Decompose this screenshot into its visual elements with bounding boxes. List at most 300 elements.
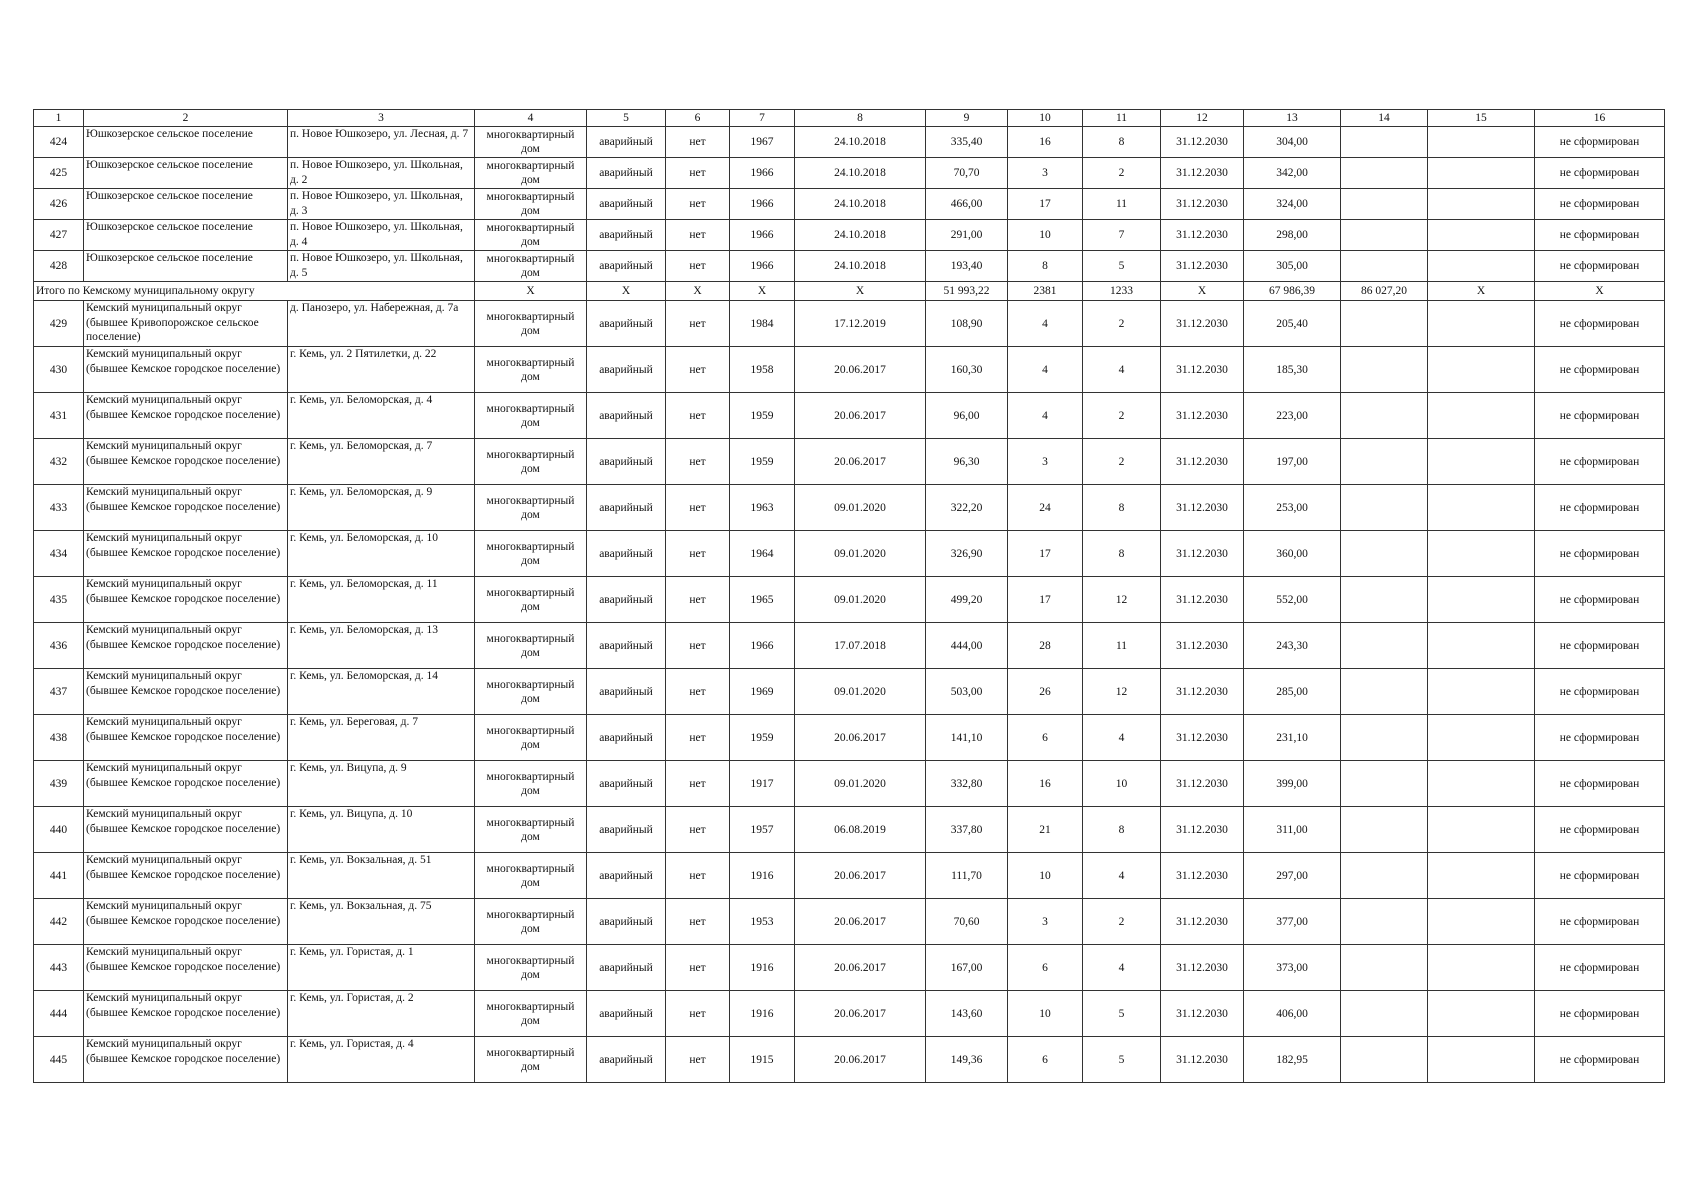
area-cell: 143,60 bbox=[926, 991, 1008, 1037]
condition-cell: аварийный bbox=[587, 991, 666, 1037]
area-cell: 70,60 bbox=[926, 899, 1008, 945]
column-15-cell bbox=[1428, 853, 1535, 899]
address-cell: д. Панозеро, ул. Набережная, д. 7а bbox=[288, 301, 475, 347]
table-row bbox=[34, 393, 1665, 439]
status-cell: не сформирован bbox=[1535, 347, 1665, 393]
total-c14-cell: 86 027,20 bbox=[1341, 282, 1428, 301]
municipality-cell: Юшкозерское сельское поселение bbox=[84, 220, 288, 251]
recognition-date-cell: 20.06.2017 bbox=[795, 899, 926, 945]
recognition-date-cell: 06.08.2019 bbox=[795, 807, 926, 853]
deadline-cell: 31.12.2030 bbox=[1161, 623, 1244, 669]
building-type-cell: многоквартирный дом bbox=[475, 577, 587, 623]
column-14-cell bbox=[1341, 301, 1428, 347]
column-14-cell bbox=[1341, 158, 1428, 189]
row-number: 430 bbox=[34, 347, 84, 393]
municipality-cell: Кемский муниципальный округ (бывшее Кемское городское поселение) bbox=[84, 669, 288, 715]
residents-cell: 3 bbox=[1008, 158, 1083, 189]
column-15-cell bbox=[1428, 945, 1535, 991]
address-cell: п. Новое Юшкозеро, ул. Школьная, д. 5 bbox=[288, 251, 475, 282]
year-built-cell: 1966 bbox=[730, 251, 795, 282]
status-cell: не сформирован bbox=[1535, 251, 1665, 282]
flag-cell: нет bbox=[666, 623, 730, 669]
column-13-cell: 311,00 bbox=[1244, 807, 1341, 853]
table-row bbox=[34, 347, 1665, 393]
column-14-cell bbox=[1341, 945, 1428, 991]
recognition-date-cell: 09.01.2020 bbox=[795, 761, 926, 807]
column-14-cell bbox=[1341, 853, 1428, 899]
residents-cell: 6 bbox=[1008, 1037, 1083, 1083]
residents-cell: 17 bbox=[1008, 189, 1083, 220]
flag-cell: нет bbox=[666, 853, 730, 899]
premises-cell: 7 bbox=[1083, 220, 1161, 251]
address-cell: г. Кемь, ул. Беломорская, д. 11 bbox=[288, 577, 475, 623]
premises-cell: 12 bbox=[1083, 577, 1161, 623]
premises-cell: 4 bbox=[1083, 347, 1161, 393]
condition-cell: аварийный bbox=[587, 127, 666, 158]
row-number: 442 bbox=[34, 899, 84, 945]
status-cell: не сформирован bbox=[1535, 393, 1665, 439]
row-number: 433 bbox=[34, 485, 84, 531]
year-built-cell: 1959 bbox=[730, 439, 795, 485]
municipality-cell: Юшкозерское сельское поселение bbox=[84, 158, 288, 189]
condition-cell: аварийный bbox=[587, 393, 666, 439]
row-number: 443 bbox=[34, 945, 84, 991]
condition-cell: аварийный bbox=[587, 347, 666, 393]
premises-cell: 5 bbox=[1083, 251, 1161, 282]
address-cell: г. Кемь, ул. Гористая, д. 4 bbox=[288, 1037, 475, 1083]
row-number: 438 bbox=[34, 715, 84, 761]
column-13-cell: 285,00 bbox=[1244, 669, 1341, 715]
recognition-date-cell: 24.10.2018 bbox=[795, 127, 926, 158]
table-row bbox=[34, 899, 1665, 945]
flag-cell: нет bbox=[666, 251, 730, 282]
year-built-cell: 1916 bbox=[730, 945, 795, 991]
column-15-cell bbox=[1428, 301, 1535, 347]
building-type-cell: многоквартирный дом bbox=[475, 899, 587, 945]
deadline-cell: 31.12.2030 bbox=[1161, 347, 1244, 393]
address-cell: п. Новое Юшкозеро, ул. Школьная, д. 4 bbox=[288, 220, 475, 251]
column-14-cell bbox=[1341, 623, 1428, 669]
building-type-cell: многоквартирный дом bbox=[475, 669, 587, 715]
status-cell: не сформирован bbox=[1535, 945, 1665, 991]
table-row bbox=[34, 158, 1665, 189]
area-cell: 70,70 bbox=[926, 158, 1008, 189]
residents-cell: 26 bbox=[1008, 669, 1083, 715]
year-built-cell: 1966 bbox=[730, 189, 795, 220]
table-row bbox=[34, 485, 1665, 531]
flag-cell: нет bbox=[666, 669, 730, 715]
total-c16-cell: X bbox=[1535, 282, 1665, 301]
deadline-cell: 31.12.2030 bbox=[1161, 439, 1244, 485]
column-13-cell: 399,00 bbox=[1244, 761, 1341, 807]
municipality-cell: Кемский муниципальный округ (бывшее Кемское городское поселение) bbox=[84, 485, 288, 531]
deadline-cell: 31.12.2030 bbox=[1161, 991, 1244, 1037]
address-cell: г. Кемь, ул. Беломорская, д. 9 bbox=[288, 485, 475, 531]
residents-cell: 28 bbox=[1008, 623, 1083, 669]
building-type-cell: многоквартирный дом bbox=[475, 531, 587, 577]
column-13-cell: 185,30 bbox=[1244, 347, 1341, 393]
address-cell: г. Кемь, ул. Беломорская, д. 13 bbox=[288, 623, 475, 669]
building-type-cell: многоквартирный дом bbox=[475, 1037, 587, 1083]
column-14-cell bbox=[1341, 761, 1428, 807]
deadline-cell: 31.12.2030 bbox=[1161, 158, 1244, 189]
recognition-date-cell: 24.10.2018 bbox=[795, 220, 926, 251]
premises-cell: 2 bbox=[1083, 301, 1161, 347]
recognition-date-cell: 24.10.2018 bbox=[795, 158, 926, 189]
recognition-date-cell: 20.06.2017 bbox=[795, 991, 926, 1037]
condition-cell: аварийный bbox=[587, 220, 666, 251]
column-15-cell bbox=[1428, 807, 1535, 853]
condition-cell: аварийный bbox=[587, 189, 666, 220]
row-number: 429 bbox=[34, 301, 84, 347]
flag-cell: нет bbox=[666, 347, 730, 393]
status-cell: не сформирован bbox=[1535, 623, 1665, 669]
column-13-cell: 253,00 bbox=[1244, 485, 1341, 531]
row-number: 434 bbox=[34, 531, 84, 577]
flag-cell: нет bbox=[666, 945, 730, 991]
flag-cell: нет bbox=[666, 189, 730, 220]
building-type-cell: многоквартирный дом bbox=[475, 347, 587, 393]
recognition-date-cell: 20.06.2017 bbox=[795, 439, 926, 485]
area-cell: 193,40 bbox=[926, 251, 1008, 282]
row-number: 436 bbox=[34, 623, 84, 669]
municipality-cell: Кемский муниципальный округ (бывшее Кривопорожское сельское поселение) bbox=[84, 301, 288, 347]
status-cell: не сформирован bbox=[1535, 715, 1665, 761]
municipality-cell: Юшкозерское сельское поселение bbox=[84, 189, 288, 220]
column-13-cell: 243,30 bbox=[1244, 623, 1341, 669]
area-cell: 332,80 bbox=[926, 761, 1008, 807]
column-15-cell bbox=[1428, 127, 1535, 158]
condition-cell: аварийный bbox=[587, 1037, 666, 1083]
area-cell: 322,20 bbox=[926, 485, 1008, 531]
deadline-cell: 31.12.2030 bbox=[1161, 807, 1244, 853]
status-cell: не сформирован bbox=[1535, 485, 1665, 531]
residents-cell: 8 bbox=[1008, 251, 1083, 282]
table-row bbox=[34, 189, 1665, 220]
deadline-cell: 31.12.2030 bbox=[1161, 485, 1244, 531]
premises-cell: 10 bbox=[1083, 761, 1161, 807]
flag-cell: нет bbox=[666, 393, 730, 439]
recognition-date-cell: 24.10.2018 bbox=[795, 251, 926, 282]
premises-cell: 4 bbox=[1083, 853, 1161, 899]
year-built-cell: 1916 bbox=[730, 991, 795, 1037]
building-type-cell: многоквартирный дом bbox=[475, 439, 587, 485]
total-c9-cell: 51 993,22 bbox=[926, 282, 1008, 301]
municipality-cell: Юшкозерское сельское поселение bbox=[84, 127, 288, 158]
deadline-cell: 31.12.2030 bbox=[1161, 899, 1244, 945]
flag-cell: нет bbox=[666, 1037, 730, 1083]
row-number: 431 bbox=[34, 393, 84, 439]
deadline-cell: 31.12.2030 bbox=[1161, 945, 1244, 991]
housing-register-table bbox=[33, 109, 1665, 1083]
address-cell: п. Новое Юшкозеро, ул. Лесная, д. 7 bbox=[288, 127, 475, 158]
total-c13-cell: 67 986,39 bbox=[1244, 282, 1341, 301]
year-built-cell: 1953 bbox=[730, 899, 795, 945]
address-cell: г. Кемь, ул. Береговая, д. 7 bbox=[288, 715, 475, 761]
column-number-header: 1 bbox=[34, 110, 84, 127]
row-number: 444 bbox=[34, 991, 84, 1037]
status-cell: не сформирован bbox=[1535, 189, 1665, 220]
area-cell: 167,00 bbox=[926, 945, 1008, 991]
address-cell: г. Кемь, ул. Гористая, д. 1 bbox=[288, 945, 475, 991]
area-cell: 503,00 bbox=[926, 669, 1008, 715]
row-number: 427 bbox=[34, 220, 84, 251]
building-type-cell: многоквартирный дом bbox=[475, 485, 587, 531]
premises-cell: 4 bbox=[1083, 715, 1161, 761]
premises-cell: 11 bbox=[1083, 189, 1161, 220]
flag-cell: нет bbox=[666, 577, 730, 623]
building-type-cell: многоквартирный дом bbox=[475, 991, 587, 1037]
premises-cell: 2 bbox=[1083, 899, 1161, 945]
status-cell: не сформирован bbox=[1535, 301, 1665, 347]
total-label: Итого по Кемскому муниципальному округу bbox=[34, 282, 475, 301]
total-c10-cell: 2381 bbox=[1008, 282, 1083, 301]
column-13-cell: 373,00 bbox=[1244, 945, 1341, 991]
column-14-cell bbox=[1341, 439, 1428, 485]
condition-cell: аварийный bbox=[587, 715, 666, 761]
table-row bbox=[34, 715, 1665, 761]
flag-cell: нет bbox=[666, 220, 730, 251]
premises-cell: 2 bbox=[1083, 393, 1161, 439]
municipality-cell: Кемский муниципальный округ (бывшее Кемское городское поселение) bbox=[84, 761, 288, 807]
deadline-cell: 31.12.2030 bbox=[1161, 577, 1244, 623]
column-15-cell bbox=[1428, 623, 1535, 669]
address-cell: г. Кемь, ул. Беломорская, д. 14 bbox=[288, 669, 475, 715]
table-body bbox=[34, 110, 1665, 1083]
status-cell: не сформирован bbox=[1535, 807, 1665, 853]
address-cell: г. Кемь, ул. Беломорская, д. 10 bbox=[288, 531, 475, 577]
column-14-cell bbox=[1341, 1037, 1428, 1083]
building-type-cell: многоквартирный дом bbox=[475, 623, 587, 669]
condition-cell: аварийный bbox=[587, 577, 666, 623]
flag-cell: нет bbox=[666, 531, 730, 577]
column-13-cell: 360,00 bbox=[1244, 531, 1341, 577]
column-15-cell bbox=[1428, 485, 1535, 531]
year-built-cell: 1965 bbox=[730, 577, 795, 623]
year-built-cell: 1969 bbox=[730, 669, 795, 715]
column-13-cell: 324,00 bbox=[1244, 189, 1341, 220]
column-14-cell bbox=[1341, 531, 1428, 577]
area-cell: 141,10 bbox=[926, 715, 1008, 761]
address-cell: п. Новое Юшкозеро, ул. Школьная, д. 3 bbox=[288, 189, 475, 220]
table-row bbox=[34, 531, 1665, 577]
total-c15-cell: X bbox=[1428, 282, 1535, 301]
flag-cell: нет bbox=[666, 158, 730, 189]
recognition-date-cell: 17.12.2019 bbox=[795, 301, 926, 347]
column-14-cell bbox=[1341, 485, 1428, 531]
area-cell: 337,80 bbox=[926, 807, 1008, 853]
year-built-cell: 1958 bbox=[730, 347, 795, 393]
column-15-cell bbox=[1428, 899, 1535, 945]
residents-cell: 3 bbox=[1008, 899, 1083, 945]
column-number-header: 15 bbox=[1428, 110, 1535, 127]
column-13-cell: 377,00 bbox=[1244, 899, 1341, 945]
column-number-header: 3 bbox=[288, 110, 475, 127]
column-14-cell bbox=[1341, 899, 1428, 945]
year-built-cell: 1963 bbox=[730, 485, 795, 531]
column-number-header: 6 bbox=[666, 110, 730, 127]
condition-cell: аварийный bbox=[587, 485, 666, 531]
year-built-cell: 1915 bbox=[730, 1037, 795, 1083]
table-row bbox=[34, 127, 1665, 158]
recognition-date-cell: 20.06.2017 bbox=[795, 347, 926, 393]
condition-cell: аварийный bbox=[587, 301, 666, 347]
condition-cell: аварийный bbox=[587, 623, 666, 669]
total-c8-cell: X bbox=[795, 282, 926, 301]
municipality-cell: Кемский муниципальный округ (бывшее Кемское городское поселение) bbox=[84, 853, 288, 899]
premises-cell: 8 bbox=[1083, 127, 1161, 158]
status-cell: не сформирован bbox=[1535, 1037, 1665, 1083]
premises-cell: 12 bbox=[1083, 669, 1161, 715]
table-row bbox=[34, 945, 1665, 991]
building-type-cell: многоквартирный дом bbox=[475, 853, 587, 899]
year-built-cell: 1966 bbox=[730, 623, 795, 669]
municipality-cell: Кемский муниципальный округ (бывшее Кемское городское поселение) bbox=[84, 393, 288, 439]
column-15-cell bbox=[1428, 1037, 1535, 1083]
residents-cell: 21 bbox=[1008, 807, 1083, 853]
status-cell: не сформирован bbox=[1535, 761, 1665, 807]
residents-cell: 6 bbox=[1008, 945, 1083, 991]
address-cell: г. Кемь, ул. Вицупа, д. 10 bbox=[288, 807, 475, 853]
deadline-cell: 31.12.2030 bbox=[1161, 715, 1244, 761]
column-15-cell bbox=[1428, 220, 1535, 251]
deadline-cell: 31.12.2030 bbox=[1161, 1037, 1244, 1083]
premises-cell: 2 bbox=[1083, 439, 1161, 485]
residents-cell: 4 bbox=[1008, 393, 1083, 439]
recognition-date-cell: 09.01.2020 bbox=[795, 669, 926, 715]
municipality-cell: Кемский муниципальный округ (бывшее Кемское городское поселение) bbox=[84, 715, 288, 761]
recognition-date-cell: 09.01.2020 bbox=[795, 577, 926, 623]
column-15-cell bbox=[1428, 669, 1535, 715]
column-13-cell: 342,00 bbox=[1244, 158, 1341, 189]
column-14-cell bbox=[1341, 127, 1428, 158]
total-c11-cell: 1233 bbox=[1083, 282, 1161, 301]
building-type-cell: многоквартирный дом bbox=[475, 807, 587, 853]
condition-cell: аварийный bbox=[587, 807, 666, 853]
table-row bbox=[34, 761, 1665, 807]
premises-cell: 11 bbox=[1083, 623, 1161, 669]
status-cell: не сформирован bbox=[1535, 158, 1665, 189]
recognition-date-cell: 20.06.2017 bbox=[795, 945, 926, 991]
municipality-cell: Кемский муниципальный округ (бывшее Кемское городское поселение) bbox=[84, 531, 288, 577]
deadline-cell: 31.12.2030 bbox=[1161, 220, 1244, 251]
deadline-cell: 31.12.2030 bbox=[1161, 761, 1244, 807]
column-14-cell bbox=[1341, 251, 1428, 282]
column-14-cell bbox=[1341, 807, 1428, 853]
total-c7-cell: X bbox=[730, 282, 795, 301]
column-14-cell bbox=[1341, 347, 1428, 393]
premises-cell: 2 bbox=[1083, 158, 1161, 189]
table-row bbox=[34, 669, 1665, 715]
flag-cell: нет bbox=[666, 439, 730, 485]
status-cell: не сформирован bbox=[1535, 439, 1665, 485]
status-cell: не сформирован bbox=[1535, 899, 1665, 945]
residents-cell: 4 bbox=[1008, 347, 1083, 393]
recognition-date-cell: 20.06.2017 bbox=[795, 1037, 926, 1083]
flag-cell: нет bbox=[666, 301, 730, 347]
column-13-cell: 305,00 bbox=[1244, 251, 1341, 282]
area-cell: 466,00 bbox=[926, 189, 1008, 220]
condition-cell: аварийный bbox=[587, 761, 666, 807]
condition-cell: аварийный bbox=[587, 158, 666, 189]
recognition-date-cell: 24.10.2018 bbox=[795, 189, 926, 220]
municipality-cell: Юшкозерское сельское поселение bbox=[84, 251, 288, 282]
area-cell: 335,40 bbox=[926, 127, 1008, 158]
deadline-cell: 31.12.2030 bbox=[1161, 669, 1244, 715]
residents-cell: 17 bbox=[1008, 531, 1083, 577]
table-row bbox=[34, 577, 1665, 623]
year-built-cell: 1966 bbox=[730, 158, 795, 189]
table-row bbox=[34, 991, 1665, 1037]
municipality-cell: Кемский муниципальный округ (бывшее Кемское городское поселение) bbox=[84, 1037, 288, 1083]
row-number: 425 bbox=[34, 158, 84, 189]
table-row bbox=[34, 251, 1665, 282]
condition-cell: аварийный bbox=[587, 669, 666, 715]
premises-cell: 5 bbox=[1083, 1037, 1161, 1083]
column-number-header: 10 bbox=[1008, 110, 1083, 127]
building-type-cell: многоквартирный дом bbox=[475, 715, 587, 761]
row-number: 426 bbox=[34, 189, 84, 220]
area-cell: 149,36 bbox=[926, 1037, 1008, 1083]
table-row bbox=[34, 439, 1665, 485]
building-type-cell: многоквартирный дом bbox=[475, 220, 587, 251]
table-row bbox=[34, 853, 1665, 899]
column-14-cell bbox=[1341, 715, 1428, 761]
column-15-cell bbox=[1428, 531, 1535, 577]
premises-cell: 8 bbox=[1083, 807, 1161, 853]
municipality-cell: Кемский муниципальный округ (бывшее Кемское городское поселение) bbox=[84, 623, 288, 669]
deadline-cell: 31.12.2030 bbox=[1161, 531, 1244, 577]
condition-cell: аварийный bbox=[587, 853, 666, 899]
municipality-cell: Кемский муниципальный округ (бывшее Кемское городское поселение) bbox=[84, 347, 288, 393]
status-cell: не сформирован bbox=[1535, 577, 1665, 623]
area-cell: 108,90 bbox=[926, 301, 1008, 347]
status-cell: не сформирован bbox=[1535, 669, 1665, 715]
year-built-cell: 1959 bbox=[730, 715, 795, 761]
row-number: 445 bbox=[34, 1037, 84, 1083]
column-number-header: 14 bbox=[1341, 110, 1428, 127]
flag-cell: нет bbox=[666, 807, 730, 853]
column-13-cell: 552,00 bbox=[1244, 577, 1341, 623]
table-row bbox=[34, 220, 1665, 251]
year-built-cell: 1959 bbox=[730, 393, 795, 439]
table-row bbox=[34, 623, 1665, 669]
column-13-cell: 297,00 bbox=[1244, 853, 1341, 899]
residents-cell: 10 bbox=[1008, 220, 1083, 251]
building-type-cell: многоквартирный дом bbox=[475, 393, 587, 439]
residents-cell: 24 bbox=[1008, 485, 1083, 531]
status-cell: не сформирован bbox=[1535, 127, 1665, 158]
area-cell: 291,00 bbox=[926, 220, 1008, 251]
column-number-header: 2 bbox=[84, 110, 288, 127]
column-15-cell bbox=[1428, 251, 1535, 282]
flag-cell: нет bbox=[666, 899, 730, 945]
municipality-cell: Кемский муниципальный округ (бывшее Кемское городское поселение) bbox=[84, 577, 288, 623]
address-cell: г. Кемь, ул. Вокзальная, д. 75 bbox=[288, 899, 475, 945]
row-number: 435 bbox=[34, 577, 84, 623]
area-cell: 111,70 bbox=[926, 853, 1008, 899]
municipality-cell: Кемский муниципальный округ (бывшее Кемское городское поселение) bbox=[84, 439, 288, 485]
table-row bbox=[34, 807, 1665, 853]
year-built-cell: 1917 bbox=[730, 761, 795, 807]
column-14-cell bbox=[1341, 577, 1428, 623]
condition-cell: аварийный bbox=[587, 945, 666, 991]
condition-cell: аварийный bbox=[587, 251, 666, 282]
flag-cell: нет bbox=[666, 485, 730, 531]
column-13-cell: 406,00 bbox=[1244, 991, 1341, 1037]
area-cell: 444,00 bbox=[926, 623, 1008, 669]
column-number-header: 7 bbox=[730, 110, 795, 127]
